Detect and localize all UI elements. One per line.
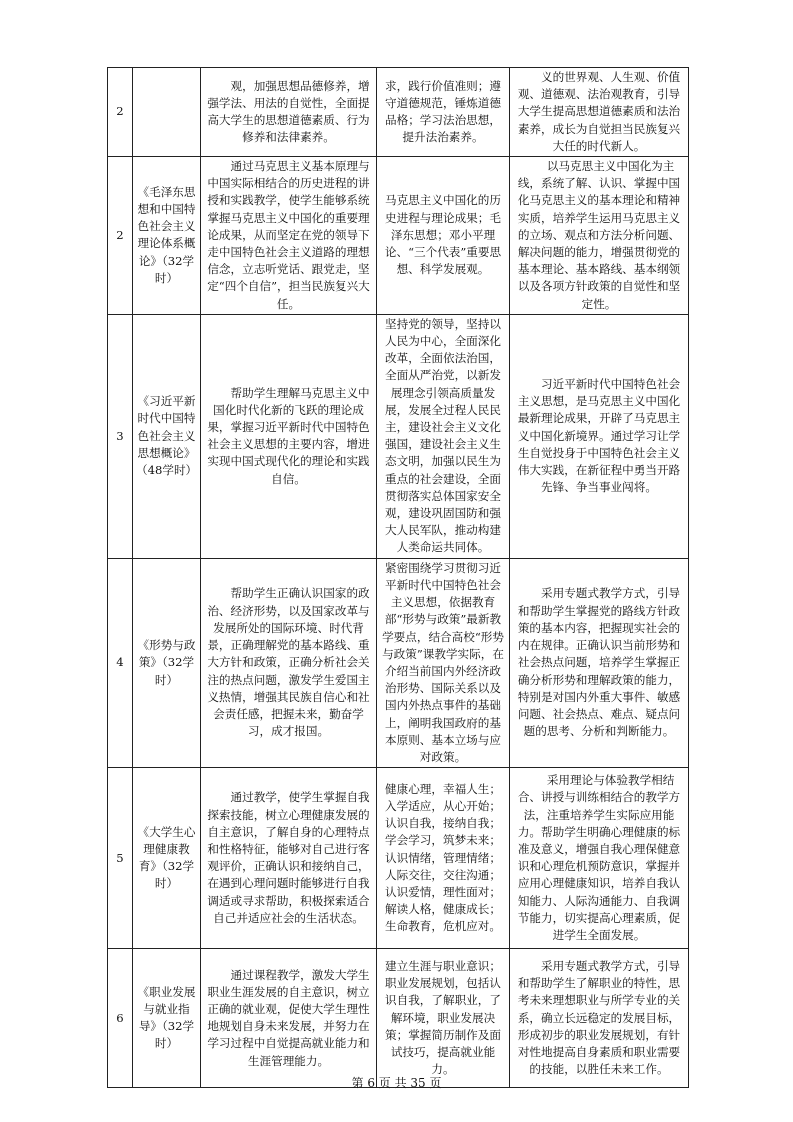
teaching-requirement: 采用理论与体验教学相结合、讲授与训练相结合的教学方法，注重培养学生实际应用能力。帮助学生明确心理健康的标准及意义，增强自我心理保健意识和心理危机预防意识，掌握并应用心理健康知识，培养自我认知能力、人际沟通能力、自我调节能力，切实提高心理素质，促进学生全面发展。 [510,768,689,949]
course-name: 《职业发展与就业指导》（32学时） [133,949,201,1088]
table-row [108,314,689,558]
course-content: 马克思主义中国化的历史进程与理论成果；毛泽东思想；邓小平理论、“三个代表”重要思想、科学发展观。 [377,157,510,315]
row-number: 4 [108,558,133,767]
course-content: 健康心理，幸福人生；入学适应，从心开始；认识自我，接纳自我；学会学习，筑梦未来；认识情绪，管理情绪；人际交往，交往沟通；认识爱情，理性面对；解读人格，健康成长；生命教育，危机应对。 [377,768,510,949]
table-row [108,949,689,1088]
row-number: 6 [108,949,133,1088]
course-content: 求，践行价值准则；遵守道德规范，锤炼道德品格；学习法治思想，提升法治素养。 [377,68,510,157]
curriculum-table [107,67,689,1088]
course-content: 建立生涯与职业意识；职业发展规划，包括认识自我，了解职业，了解环境，职业发展决策；掌握简历制作及面试技巧，提高就业能力。 [377,949,510,1088]
course-name: 《习近平新时代中国特色社会主义思想概论》（48学时） [133,314,201,558]
course-name [133,68,201,157]
row-number: 2 [108,68,133,157]
table-row [108,157,689,315]
teaching-requirement: 习近平新时代中国特色社会主义思想，是马克思主义中国化最新理论成果，开辟了马克思主义中国化新境界。通过学习让学生自觉投身于中国特色社会主义伟大实践，在新征程中勇当开路先锋、争当事业闯将。 [510,314,689,558]
course-goal: 通过课程教学，激发大学生职业生涯发展的自主意识，树立正确的就业观，促使大学生理性地规划自身未来发展，并努力在学习过程中自觉提高就业能力和生涯管理能力。 [201,949,377,1088]
teaching-requirement: 以马克思主义中国化为主线，系统了解、认识、掌握中国化马克思主义的基本理论和精神实质，培养学生运用马克思主义的立场、观点和方法分析问题、解决问题的能力，增强贯彻党的基本理论、基本路线、基本纲领以及各项方针政策的自觉性和坚定性。 [510,157,689,315]
course-goal: 通过马克思主义基本原理与中国实际相结合的历史进程的讲授和实践教学，使学生能够系统掌握马克思主义中国化的重要理论成果，从而坚定在党的领导下走中国特色社会主义道路的理想信念，立志听党话、跟党走，坚定“四个自信”，担当民族复兴大任。 [201,157,377,315]
row-number: 5 [108,768,133,949]
teaching-requirement: 义的世界观、人生观、价值观、道德观、法治观教育，引导大学生提高思想道德素质和法治素养，成长为自觉担当民族复兴大任的时代新人。 [510,68,689,157]
course-name: 《大学生心理健康教育》（32学时） [133,768,201,949]
row-number: 2 [108,157,133,315]
course-content: 紧密围绕学习贯彻习近平新时代中国特色社会主义思想，依据教育部“形势与政策”最新教学要点，结合高校“形势与政策”课教学实际，在介绍当前国内外经济政治形势、国际关系以及国内外热点事件的基础上，阐明我国政府的基本原则、基本立场与应对政策。 [377,558,510,767]
page-footer: 第 6 页 共 35 页 [351,1076,442,1090]
course-goal: 观，加强思想品德修养，增强学法、用法的自觉性，全面提高大学生的思想道德素质、行为修养和法律素养。 [201,68,377,157]
table-row [108,558,689,767]
table-row [108,68,689,157]
course-content: 坚持党的领导，坚持以人民为中心，全面深化改革，全面依法治国，全面从严治党，以新发展理念引领高质量发展，发展全过程人民民主，建设社会主义文化强国，建设社会主义生态文明，加强以民生为重点的社会建设，全面贯彻落实总体国家安全观，建设巩固国防和强大人民军队，推动构建人类命运共同体。 [377,314,510,558]
table-row [108,768,689,949]
row-number: 3 [108,314,133,558]
course-goal: 帮助学生理解马克思主义中国化时代化新的飞跃的理论成果，掌握习近平新时代中国特色社会主义思想的主要内容，增进实现中国式现代化的理论和实践自信。 [201,314,377,558]
course-goal: 通过教学，使学生掌握自我探索技能，树立心理健康发展的自主意识，了解自身的心理特点和性格特征，能够对自己进行客观评价，正确认识和接纳自己，在遇到心理问题时能够进行自我调适或寻求帮助，积极探索适合自己并适应社会的生活状态。 [201,768,377,949]
course-goal: 帮助学生正确认识国家的政治、经济形势，以及国家改革与发展所处的国际环境、时代背景，正确理解党的基本路线、重大方针和政策，正确分析社会关注的热点问题，激发学生爱国主义热情，增强其民族自信心和社会责任感，把握未来，勤奋学习，成才报国。 [201,558,377,767]
teaching-requirement: 采用专题式教学方式，引导和帮助学生掌握党的路线方针政策的基本内容，把握现实社会的内在规律。正确认识当前形势和社会热点问题，培养学生掌握正确分析形势和理解政策的能力，特别是对国内外重大事件、敏感问题、社会热点、难点、疑点问题的思考、分析和判断能力。 [510,558,689,767]
course-name: 《毛泽东思想和中国特色社会主义理论体系概论》（32学时） [133,157,201,315]
course-name: 《形势与政策》（32学时） [133,558,201,767]
teaching-requirement: 采用专题式教学方式，引导和帮助学生了解职业的特性，思考未来理想职业与所学专业的关系，确立长远稳定的发展目标，形成初步的职业发展规划，有针对性地提高自身素质和职业需要的技能，以胜任未来工作。 [510,949,689,1088]
